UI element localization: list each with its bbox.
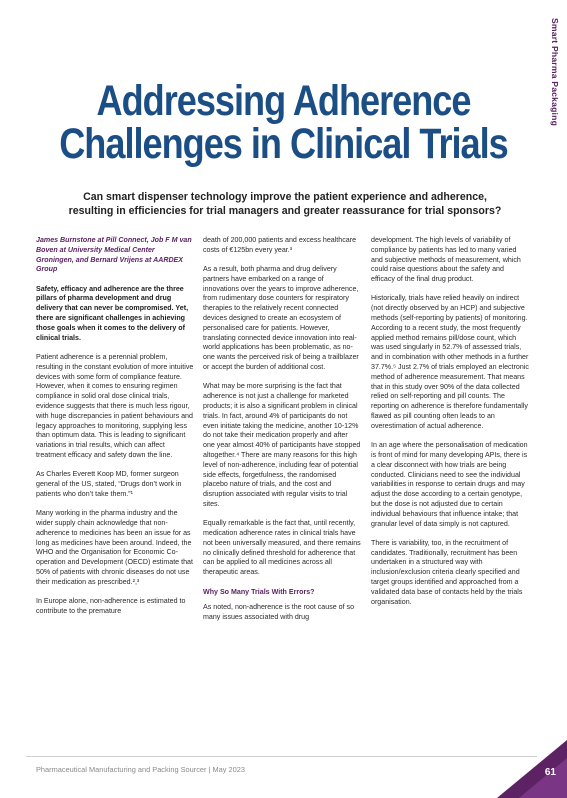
paragraph: death of 200,000 patients and excess healthcare costs of €125bn every year.³	[203, 236, 357, 254]
footer-divider	[26, 756, 537, 757]
title-line-2: Challenges in Clinical Trials	[59, 120, 508, 168]
paragraph: What may be more surprising is the fact that adherence is not just a challenge for marketed products; it is also a significant problem in clinical trials. In fact, around 4% of participants do not even initiate taking the medicine, another 10-12% do not take their medication properly and after one year almost 40% of participants have stopped altogether.⁴ There are many reasons for this high level of non-adherence, including fear of potential side effects, forgetfulness, the randomised placebo nature of trials, and the cost and disruption associated with regular visits to trial sites.	[203, 382, 361, 508]
paragraph: In an age where the personalisation of medication is front of mind for many developing APIs, there is a clear disconnect with how trials are being conducted. Clinicians need to see the individual variabilities in response to certain drugs and may adjust the dose according to a certain genotype, but the dose is not adjusted due to certain individual behaviours that influence intake; that granular level of data simply is not captured.	[371, 441, 528, 528]
footer-publication: Pharmaceutical Manufacturing and Packing Sourcer | May 2023	[36, 765, 245, 774]
paragraph: As a result, both pharma and drug delivery partners have embarked on a range of innovations over the years to improve adherence, from rudimentary dose counters for respiratory therapies to the relatively recent connected devices designed to create an ecosystem of personalised care for patients. However, translating connected device innovation into real-world applications has been problematic, as no-one wants the perceived risk of being a trailblazer or accept the burden of additional cost.	[203, 265, 359, 372]
paragraph: Historically, trials have relied heavily on indirect (not directly observed by an HCP) and subjective methods (self-reporting by patients) of monitoring. According to a recent study, the most frequently applied method remains pill/dose count, which was used singularly in 52.7% of assessed trials, and in combination with other methods in a further 37.7%.⁵ Just 2.7% of trials employed an electronic method of adherence measurement. That means that in this study over 90% of the data collected relied on self-reporting and pill counts. The reporting on adherence is therefore fundamentally flawed as pill counting often leads to an overestimation of actual adherence.	[371, 294, 529, 430]
page-number: 61	[544, 767, 556, 778]
column-1	[36, 236, 194, 626]
page-corner-band	[519, 758, 567, 798]
paragraph: Equally remarkable is the fact that, until recently, medication adherence rates in clinical trials have not been universally measured, and there remains no clinically defined threshold for adherence that can be applied to all medicines across all therapeutic areas.	[203, 519, 361, 577]
title-line-1: Addressing Adherence	[96, 77, 471, 125]
article-title	[45, 77, 521, 168]
article-subtitle: Can smart dispenser technology improve the patient experience and adherence, resulting in efficiencies for trial managers and greater reassurance for trial sponsors?	[68, 191, 502, 217]
column-3	[371, 236, 529, 617]
paragraph: As Charles Everett Koop MD, former surgeon general of the US, stated, “Drugs don’t work in patients who don’t take them.”¹	[36, 470, 182, 498]
paragraph: As noted, non-adherence is the root cause of so many issues associated with drug	[203, 603, 355, 622]
paragraph: development. The high levels of variability of compliance by patients has led to many varied and subjective methods of measurement, which could raise questions about the safety and efficacy of the final drug product.	[371, 236, 521, 284]
authors-byline: James Burnstone at Pill Connect, Job F M van Boven at University Medical Center Groningen, and Bernard Vrijens at AARDEX Group	[36, 236, 192, 274]
paragraph: Many working in the pharma industry and the wider supply chain acknowledge that non-adherence to medicines has been an issue for as long as medicines have been around. Indeed, the WHO and the Organisation for Economic Co-operation and Development (OECD) estimate that 50% of patients with chronic diseases do not use their medication as prescribed.²,³	[36, 509, 193, 586]
paragraph: In Europe alone, non-adherence is estimated to contribute to the premature	[36, 597, 186, 615]
section-label: Smart Pharma Packaging	[550, 18, 560, 127]
column-2	[203, 236, 361, 632]
lead-paragraph: Safety, efficacy and adherence are the three pillars of pharma development and drug delivery that can never be compromised. Yet, there are significant challenges in achieving those goals when it comes to the delivery of clinical trials.	[36, 284, 189, 342]
paragraph: There is variability, too, in the recruitment of candidates. Traditionally, recruitment has been undertaken in a structured way with inclusion/exclusion criteria clearly specified and target groups identified and approached from a validated data base of contacts held by the trials organisation.	[371, 538, 523, 606]
paragraph: Patient adherence is a perennial problem, resulting in the constant evolution of more intuitive devices with some form of compliance feature. However, when it comes to ensuring regimen compliance in solid oral dose clinical trials, evidence suggests that there is much less rigour, with huge discrepancies in patient behaviours and legacy approaches to monitoring, supplying less than optimum data. This is leading to significant variations in trial results, which can affect treatment efficacy and safety down the line.	[36, 352, 194, 459]
section-subheading: Why So Many Trials With Errors?	[203, 587, 315, 596]
